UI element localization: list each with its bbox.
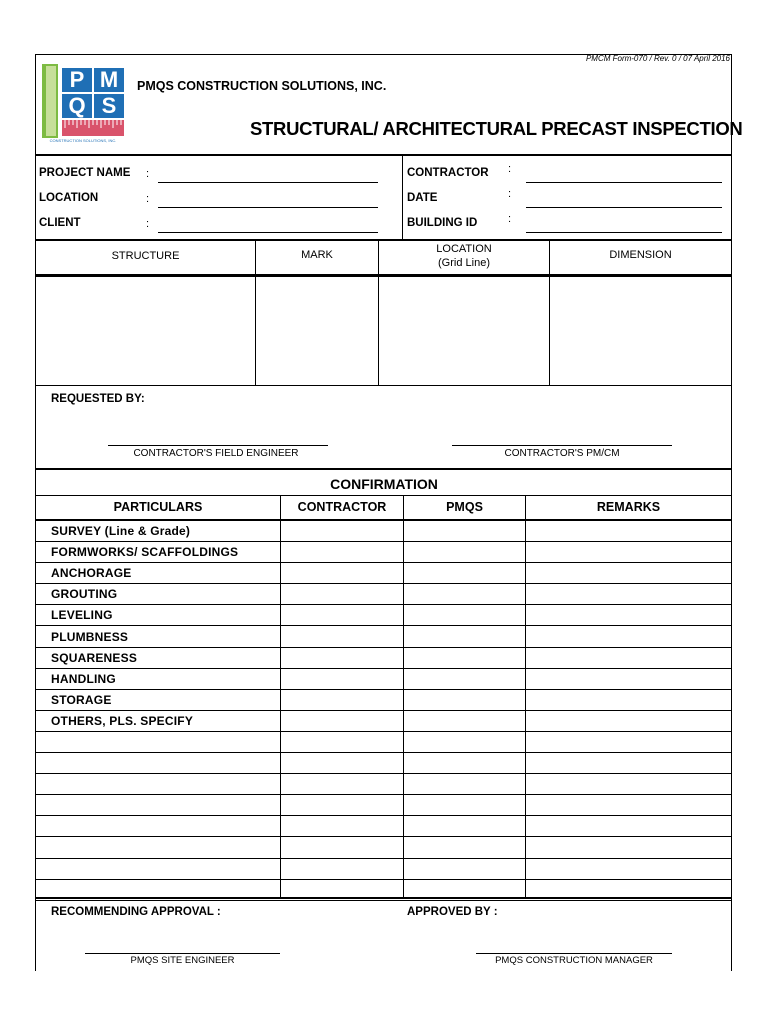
contractor-check-cell[interactable] [281,542,403,562]
construction-manager-signature-line[interactable] [476,953,672,954]
date-field[interactable] [526,207,722,208]
pmqs-check-cell[interactable] [404,542,525,562]
confirmation-row [36,563,731,584]
remarks-cell[interactable] [526,669,731,689]
particular-label: SURVEY (Line & Grade) [51,524,191,538]
pmqs-check-cell[interactable] [404,838,525,858]
pmqs-check-cell[interactable] [404,563,525,583]
remarks-cell[interactable] [526,859,731,879]
pmqs-check-cell[interactable] [404,584,525,604]
particular-label: OTHERS, PLS. SPECIFY [51,713,194,728]
location-colon: : [146,193,150,205]
contractor-check-cell[interactable] [281,563,403,583]
contractor-check-cell[interactable] [281,753,403,773]
mark-cell[interactable] [256,277,378,385]
info-divider [402,155,403,239]
location-header-sub: (Grid Line) [438,257,490,269]
confirmation-row [36,521,731,542]
pmqs-check-cell[interactable] [404,648,525,668]
project-name-colon: : [146,168,150,180]
pmqs-check-cell[interactable] [404,795,525,815]
date-colon: : [508,188,512,200]
company-name: PMQS CONSTRUCTION SOLUTIONS, INC. [137,79,387,93]
logo-letter-p: P [62,68,92,92]
location-field[interactable] [158,207,378,208]
pmqs-check-cell[interactable] [404,732,525,752]
client-field[interactable] [158,232,378,233]
particular-label: LEVELING [51,608,113,623]
logo-letter-s: S [94,94,124,118]
confirmation-row [36,669,731,690]
building-id-field[interactable] [526,232,722,233]
mark-header: MARK [301,249,333,261]
structure-cell[interactable] [36,277,255,385]
remarks-cell[interactable] [526,542,731,562]
contractor-check-cell[interactable] [281,521,403,541]
pmqs-check-cell[interactable] [404,859,525,879]
remarks-cell[interactable] [526,648,731,668]
contractor-check-cell[interactable] [281,732,403,752]
particulars-header: PARTICULARS [113,500,203,514]
contractor-field[interactable] [526,182,722,183]
contractor-check-cell[interactable] [281,795,403,815]
remarks-cell[interactable] [526,816,731,836]
construction-manager-caption: PMQS CONSTRUCTION MANAGER [495,955,653,966]
building-id-colon: : [508,213,512,225]
remarks-cell[interactable] [526,838,731,858]
contractor-colon: : [508,163,512,175]
structure-table-top [35,239,732,241]
contractor-check-cell[interactable] [281,648,403,668]
form-title: STRUCTURAL/ ARCHITECTURAL PRECAST INSPECTION [250,118,743,139]
remarks-cell[interactable] [526,732,731,752]
contractor-check-cell[interactable] [281,838,403,858]
recommending-approval-label: RECOMMENDING APPROVAL : [51,906,221,918]
confirmation-row [36,795,731,816]
location-cell[interactable] [379,277,549,385]
project-name-field[interactable] [158,182,378,183]
remarks-header: REMARKS [596,500,661,514]
particular-label: SQUARENESS [51,650,138,665]
contractor-check-cell[interactable] [281,859,403,879]
approved-by-label: APPROVED BY : [407,906,498,918]
location-header: LOCATION [436,243,492,255]
confirmation-row [36,627,731,648]
logo-ruler [62,120,124,136]
confirmation-row [36,584,731,605]
particular-label: STORAGE [51,692,112,707]
confirmation-title-bottom [35,495,732,496]
pm-cm-signature-line[interactable] [452,445,672,446]
client-label: CLIENT [39,217,81,229]
confirmation-row [36,711,731,732]
form-code: PMCM Form-070 / Rev. 0 / 07 April 2016 [585,54,730,63]
particular-label: FORMWORKS/ SCAFFOLDINGS [51,545,239,560]
particular-label: GROUTING [51,587,118,602]
pmqs-check-cell[interactable] [404,605,525,625]
location-label: LOCATION [39,192,99,204]
confirmation-row [36,753,731,774]
contractor-label: CONTRACTOR [407,167,489,179]
confirmation-bottom [35,897,732,899]
confirmation-title: CONFIRMATION [330,476,438,492]
field-engineer-signature-line[interactable] [108,445,328,446]
logo-letter-m: M [94,68,124,92]
remarks-cell[interactable] [526,795,731,815]
pmqs-check-cell[interactable] [404,669,525,689]
confirmation-row [36,648,731,669]
logo-side-bar-light [46,66,56,136]
confirmation-row [36,732,731,753]
particular-label: ANCHORAGE [51,566,132,581]
confirmation-row [36,816,731,837]
confirmation-row [36,605,731,626]
pmqs-header: PMQS [446,500,483,514]
contractor-check-cell[interactable] [281,690,403,710]
contractor-check-cell[interactable] [281,627,403,647]
pmqs-check-cell[interactable] [404,816,525,836]
contractor-check-cell[interactable] [281,584,403,604]
pmqs-check-cell[interactable] [404,521,525,541]
header-divider [35,154,732,156]
project-name-label: PROJECT NAME [39,167,131,179]
particular-label: PLUMBNESS [51,629,129,644]
confirmation-row [36,859,731,880]
remarks-cell[interactable] [526,627,731,647]
client-colon: : [146,218,150,230]
structure-table-bottom [35,385,732,386]
contractor-check-cell[interactable] [281,605,403,625]
dimension-cell[interactable] [550,277,731,385]
logo-tagline: CONSTRUCTION SOLUTIONS, INC. [49,138,117,143]
remarks-cell[interactable] [526,711,731,731]
pm-cm-caption: CONTRACTOR'S PM/CM [504,448,620,459]
remarks-cell[interactable] [526,774,731,794]
site-engineer-signature-line[interactable] [85,953,280,954]
pmqs-check-cell[interactable] [404,774,525,794]
contractor-check-cell[interactable] [281,774,403,794]
dimension-header: DIMENSION [609,249,672,261]
contractor-check-cell[interactable] [281,711,403,731]
pmqs-check-cell[interactable] [404,627,525,647]
date-label: DATE [407,192,438,204]
remarks-cell[interactable] [526,605,731,625]
confirmation-row [36,542,731,563]
confirmation-row [36,838,731,859]
particular-label: HANDLING [51,671,116,686]
contractor-check-cell[interactable] [281,669,403,689]
requested-by-label: REQUESTED BY: [51,393,145,405]
logo-letter-q: Q [62,94,92,118]
confirmation-top [35,468,732,470]
ruler-ticks-icon [62,120,124,136]
pmqs-check-cell[interactable] [404,711,525,731]
remarks-cell[interactable] [526,563,731,583]
confirmation-row [36,774,731,795]
remarks-cell[interactable] [526,753,731,773]
confirmation-row [36,690,731,711]
structure-header: STRUCTURE [111,250,180,262]
field-engineer-caption: CONTRACTOR'S FIELD ENGINEER [133,448,299,459]
pmqs-check-cell[interactable] [404,753,525,773]
building-id-label: BUILDING ID [407,217,478,229]
remarks-cell[interactable] [526,690,731,710]
site-engineer-caption: PMQS SITE ENGINEER [130,955,235,966]
remarks-cell[interactable] [526,584,731,604]
remarks-cell[interactable] [526,521,731,541]
contractor-check-cell[interactable] [281,816,403,836]
contractor-header: CONTRACTOR [297,500,387,514]
company-logo [42,64,124,146]
pmqs-check-cell[interactable] [404,690,525,710]
